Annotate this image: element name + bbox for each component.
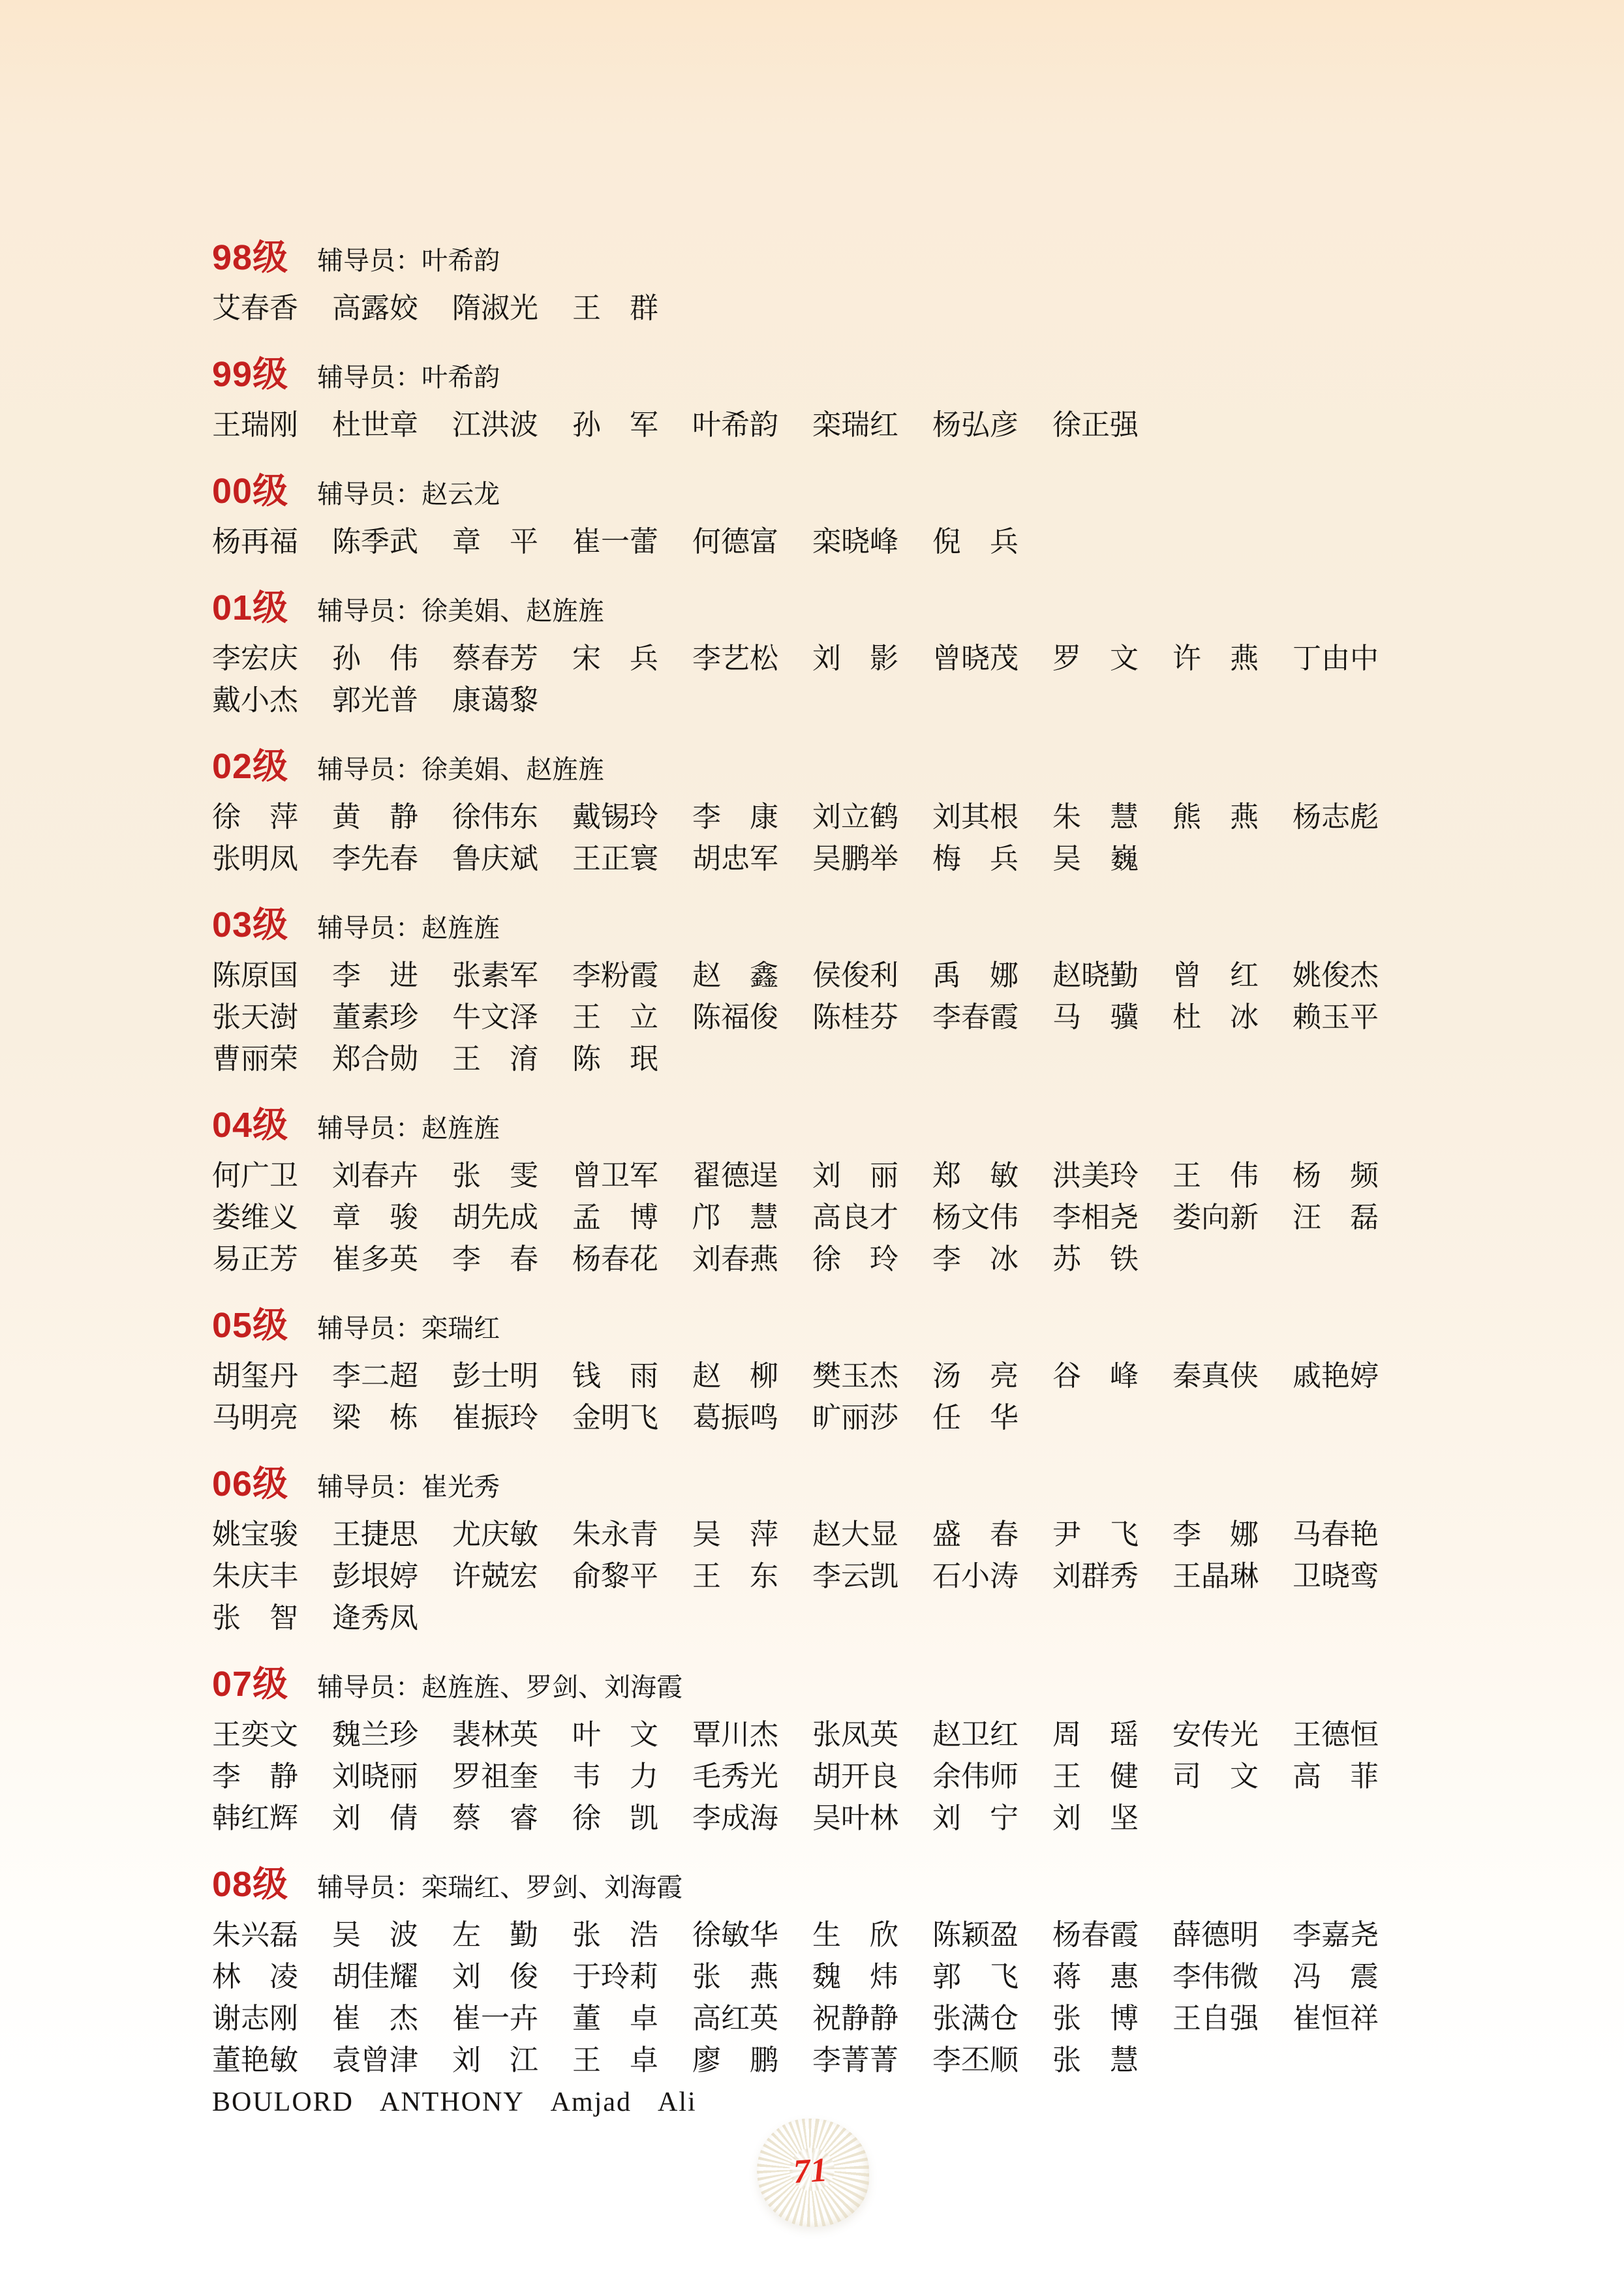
student-name: 毛秀光 <box>692 1760 778 1792</box>
student-name: 郑 敏 <box>932 1160 1019 1192</box>
student-name: 刘春卉 <box>332 1160 418 1192</box>
roster-section-04 <box>212 1104 1426 1280</box>
section-heading <box>212 1104 1426 1150</box>
student-name: 李 春 <box>452 1243 538 1275</box>
student-name: 熊 燕 <box>1172 801 1259 833</box>
student-name: 刘立鹤 <box>812 801 898 833</box>
student-name: 江洪波 <box>452 409 538 441</box>
student-name: 王 立 <box>572 1001 658 1033</box>
name-row <box>212 521 1426 563</box>
student-name: 杨春霞 <box>1052 1919 1139 1951</box>
student-name: 李宏庆 <box>212 642 298 674</box>
student-name: 栾瑞红 <box>812 409 898 441</box>
student-name: 张素军 <box>452 959 538 991</box>
student-name: Amjad <box>550 2087 632 2117</box>
roster-section-99 <box>212 353 1426 446</box>
student-name: 李菁菁 <box>812 2044 898 2076</box>
student-name: 王瑞刚 <box>212 409 298 441</box>
student-name: 徐正强 <box>1052 409 1139 441</box>
name-row <box>212 955 1426 997</box>
student-name: 徐 凯 <box>572 1802 658 1834</box>
counselor-label: 辅导员：赵旌旌、罗剑、刘海霞 <box>317 1672 683 1702</box>
student-name: 孟 博 <box>572 1201 658 1233</box>
counselor-label: 辅导员：栾瑞红 <box>317 1314 500 1343</box>
student-name: 陈季武 <box>332 526 418 558</box>
student-name: 杨春花 <box>572 1243 658 1275</box>
grade-label: 07级 <box>212 1665 289 1704</box>
student-name: 孙 军 <box>572 409 658 441</box>
name-row <box>212 1355 1426 1397</box>
student-name: 吴鹏举 <box>812 843 898 875</box>
roster-section-00 <box>212 470 1426 563</box>
student-name: 徐敏华 <box>692 1919 778 1951</box>
student-name: 彭士明 <box>452 1360 538 1392</box>
grade-label: 06级 <box>212 1464 289 1503</box>
student-name: 裴林英 <box>452 1719 538 1751</box>
student-name: 徐伟东 <box>452 801 538 833</box>
student-name: 石小涛 <box>932 1560 1019 1592</box>
student-name: 崔恒祥 <box>1293 2002 1379 2034</box>
student-name: 俞黎平 <box>572 1560 658 1592</box>
name-row <box>212 838 1426 880</box>
student-name: 倪 兵 <box>932 526 1019 558</box>
student-name: 李 康 <box>692 801 778 833</box>
student-name: 朱庆丰 <box>212 1560 298 1592</box>
student-name: 郑合勋 <box>332 1043 418 1075</box>
student-name: 张天澍 <box>212 1001 298 1033</box>
student-name: 覃川杰 <box>692 1719 778 1751</box>
name-row <box>212 1998 1426 2040</box>
student-name: 娄维义 <box>212 1201 298 1233</box>
grade-label: 05级 <box>212 1306 289 1345</box>
student-name: 康蔼黎 <box>452 684 538 716</box>
student-name: 李 进 <box>332 959 418 991</box>
roster-section-98 <box>212 236 1426 329</box>
student-name: 侯俊利 <box>812 959 898 991</box>
student-name: 李伟微 <box>1172 1961 1259 1993</box>
student-name: 朱 慧 <box>1052 801 1139 833</box>
student-name: 尹 飞 <box>1052 1518 1139 1550</box>
name-row <box>212 1514 1426 1556</box>
student-name: 王 淯 <box>452 1043 538 1075</box>
student-name: 李先春 <box>332 843 418 875</box>
student-name: 李春霞 <box>932 1001 1019 1033</box>
student-name: 姚宝骏 <box>212 1518 298 1550</box>
counselor-label: 辅导员：叶希韵 <box>317 363 500 392</box>
student-name: 胡开良 <box>812 1760 898 1792</box>
student-name: 刘 俊 <box>452 1961 538 1993</box>
name-row <box>212 796 1426 838</box>
student-name: 左 勤 <box>452 1919 538 1951</box>
name-row-latin <box>212 2081 1426 2123</box>
student-name: 曾 红 <box>1172 959 1259 991</box>
student-name: 汪 磊 <box>1293 1201 1379 1233</box>
student-name: 张 雯 <box>452 1160 538 1192</box>
section-heading <box>212 470 1426 516</box>
student-name: 蒋 惠 <box>1052 1961 1139 1993</box>
counselor-label: 辅导员：赵旌旌 <box>317 1113 500 1143</box>
student-name: 孙 伟 <box>332 642 418 674</box>
student-name: 王 东 <box>692 1560 778 1592</box>
student-name: 安传光 <box>1172 1719 1259 1751</box>
student-name: 梅 兵 <box>932 843 1019 875</box>
student-name: 金明飞 <box>572 1402 658 1434</box>
name-row <box>212 1756 1426 1798</box>
student-name: 汤 亮 <box>932 1360 1019 1392</box>
student-name: 郭 飞 <box>932 1961 1019 1993</box>
student-name: 杨弘彦 <box>932 409 1019 441</box>
student-name: 祝静静 <box>812 2002 898 2034</box>
student-name: 赖玉平 <box>1293 1001 1379 1033</box>
student-name: 李丕顺 <box>932 2044 1019 2076</box>
student-name: 魏 炜 <box>812 1961 898 1993</box>
student-name: 丁由中 <box>1293 642 1379 674</box>
student-name: 许 燕 <box>1172 642 1259 674</box>
student-name: 刘 丽 <box>812 1160 898 1192</box>
student-name: 曹丽荣 <box>212 1043 298 1075</box>
student-name: 杨 频 <box>1293 1160 1379 1192</box>
student-name: 赵 柳 <box>692 1360 778 1392</box>
student-name: 赵 鑫 <box>692 959 778 991</box>
student-name: 刘春燕 <box>692 1243 778 1275</box>
student-name: 刘 江 <box>452 2044 538 2076</box>
student-name: 隋淑光 <box>452 292 538 324</box>
student-name: 罗祖奎 <box>452 1760 538 1792</box>
student-name: 薛德明 <box>1172 1919 1259 1951</box>
student-name: 许兢宏 <box>452 1560 538 1592</box>
student-name: 周 瑶 <box>1052 1719 1139 1751</box>
student-name: 李二超 <box>332 1360 418 1392</box>
name-row <box>212 1914 1426 1956</box>
student-name: 叶 文 <box>572 1719 658 1751</box>
student-name: 赵卫红 <box>932 1719 1019 1751</box>
student-name: 曾晓茂 <box>932 642 1019 674</box>
student-name: 梁 栋 <box>332 1402 418 1434</box>
student-name: 娄向新 <box>1172 1201 1259 1233</box>
student-name: 李艺松 <box>692 642 778 674</box>
name-row <box>212 680 1426 721</box>
student-name: 王晶琳 <box>1172 1560 1259 1592</box>
student-name: Ali <box>657 2087 697 2117</box>
student-name: 旷丽莎 <box>812 1402 898 1434</box>
student-name: 胡先成 <box>452 1201 538 1233</box>
student-name: 于玲莉 <box>572 1961 658 1993</box>
student-name: 刘 倩 <box>332 1802 418 1834</box>
section-heading <box>212 1863 1426 1909</box>
student-name: 郭光普 <box>332 684 418 716</box>
student-name: 杨文伟 <box>932 1201 1019 1233</box>
student-name: 吴叶林 <box>812 1802 898 1834</box>
student-name: 陈福俊 <box>692 1001 778 1033</box>
name-row <box>212 1556 1426 1597</box>
page-number: 71 <box>791 2151 829 2192</box>
section-heading <box>212 1462 1426 1509</box>
student-name: 禹 娜 <box>932 959 1019 991</box>
name-row <box>212 1155 1426 1197</box>
student-name: 吴 萍 <box>692 1518 778 1550</box>
student-name: 李 静 <box>212 1760 298 1792</box>
roster-section-01 <box>212 586 1426 721</box>
student-name: 卫晓鸾 <box>1293 1560 1379 1592</box>
student-name: 张凤英 <box>812 1719 898 1751</box>
student-name: 葛振鸣 <box>692 1402 778 1434</box>
student-name: 杨再福 <box>212 526 298 558</box>
student-name: 尤庆敏 <box>452 1518 538 1550</box>
counselor-label: 辅导员：徐美娟、赵旌旌 <box>317 755 605 784</box>
student-name: 余伟师 <box>932 1760 1019 1792</box>
student-name: 邝 慧 <box>692 1201 778 1233</box>
student-name: 高露姣 <box>332 292 418 324</box>
student-name: 李云凯 <box>812 1560 898 1592</box>
student-name: 陈桂芬 <box>812 1001 898 1033</box>
student-name: 王正寰 <box>572 843 658 875</box>
student-name: 章 平 <box>452 526 538 558</box>
student-name: 牛文泽 <box>452 1001 538 1033</box>
student-name: 李相尧 <box>1052 1201 1139 1233</box>
roster-section-07 <box>212 1663 1426 1839</box>
student-name: 曾卫军 <box>572 1160 658 1192</box>
grade-label: 98级 <box>212 238 289 277</box>
student-name: 黄 静 <box>332 801 418 833</box>
student-name: 王自强 <box>1172 2002 1259 2034</box>
name-row <box>212 1956 1426 1998</box>
student-name: 李 冰 <box>932 1243 1019 1275</box>
grade-label: 01级 <box>212 588 289 627</box>
student-name: 司 文 <box>1172 1760 1259 1792</box>
student-name: 胡忠军 <box>692 843 778 875</box>
student-name: 罗 文 <box>1052 642 1139 674</box>
student-name: 马春艳 <box>1293 1518 1379 1550</box>
student-name: 盛 春 <box>932 1518 1019 1550</box>
student-name: 王奕文 <box>212 1719 298 1751</box>
name-row <box>212 288 1426 329</box>
student-name: 高良才 <box>812 1201 898 1233</box>
student-name: 陈原国 <box>212 959 298 991</box>
student-name: 韩红辉 <box>212 1802 298 1834</box>
grade-label: 00级 <box>212 472 289 511</box>
grade-label: 03级 <box>212 905 289 944</box>
name-row <box>212 1239 1426 1280</box>
name-row <box>212 1038 1426 1080</box>
student-name: 崔一卉 <box>452 2002 538 2034</box>
student-name: 吴 巍 <box>1052 843 1139 875</box>
grade-label: 02级 <box>212 747 289 786</box>
student-name: 朱永青 <box>572 1518 658 1550</box>
name-row <box>212 1397 1426 1439</box>
student-name: 谷 峰 <box>1052 1360 1139 1392</box>
student-name: 崔 杰 <box>332 2002 418 2034</box>
student-name: 张 慧 <box>1052 2044 1139 2076</box>
student-name: 樊玉杰 <box>812 1360 898 1392</box>
student-name: 董 卓 <box>572 2002 658 2034</box>
student-name: 蔡春芳 <box>452 642 538 674</box>
student-name: 吴 波 <box>332 1919 418 1951</box>
student-name: 马明亮 <box>212 1402 298 1434</box>
section-heading <box>212 745 1426 791</box>
student-name: 高红英 <box>692 2002 778 2034</box>
student-name: 刘 宁 <box>932 1802 1019 1834</box>
counselor-label: 辅导员：赵云龙 <box>317 479 500 509</box>
student-name: 陈颖盈 <box>932 1919 1019 1951</box>
student-name: 翟德逞 <box>692 1160 778 1192</box>
student-name: 高 菲 <box>1293 1760 1379 1792</box>
student-name: 魏兰珍 <box>332 1719 418 1751</box>
student-name: 杜世章 <box>332 409 418 441</box>
student-name: 王 群 <box>572 292 658 324</box>
student-name: 廖 鹏 <box>692 2044 778 2076</box>
class-roster <box>212 236 1426 2147</box>
student-name: 叶希韵 <box>692 409 778 441</box>
ammonite-shell-image <box>757 2119 869 2227</box>
counselor-label: 辅导员：叶希韵 <box>317 246 500 275</box>
student-name: 刘其根 <box>932 801 1019 833</box>
student-name: 栾晓峰 <box>812 526 898 558</box>
section-heading <box>212 1663 1426 1709</box>
student-name: 袁曾津 <box>332 2044 418 2076</box>
student-name: 张 智 <box>212 1602 298 1634</box>
grade-label: 08级 <box>212 1865 289 1904</box>
student-name: 张 浩 <box>572 1919 658 1951</box>
student-name: 张 燕 <box>692 1961 778 1993</box>
grade-label: 04级 <box>212 1106 289 1145</box>
student-name: 胡佳耀 <box>332 1961 418 1993</box>
student-name: 刘 坚 <box>1052 1802 1139 1834</box>
counselor-label: 辅导员：崔光秀 <box>317 1472 500 1502</box>
student-name: 秦真侠 <box>1172 1360 1259 1392</box>
name-row <box>212 2040 1426 2081</box>
student-name: 赵晓勤 <box>1052 959 1139 991</box>
student-name: 王 健 <box>1052 1760 1139 1792</box>
student-name: 马 骥 <box>1052 1001 1139 1033</box>
student-name: 冯 震 <box>1293 1961 1379 1993</box>
student-name: 钱 雨 <box>572 1360 658 1392</box>
student-name: 赵大显 <box>812 1518 898 1550</box>
name-row <box>212 1597 1426 1639</box>
student-name: 杨志彪 <box>1293 801 1379 833</box>
student-name: 张明凤 <box>212 843 298 875</box>
section-heading <box>212 586 1426 633</box>
student-name: 王 卓 <box>572 2044 658 2076</box>
student-name: 谢志刚 <box>212 2002 298 2034</box>
counselor-label: 辅导员：栾瑞红、罗剑、刘海霞 <box>317 1873 683 1902</box>
student-name: 王德恒 <box>1293 1719 1379 1751</box>
student-name: 戚艳婷 <box>1293 1360 1379 1392</box>
counselor-label: 辅导员：赵旌旌 <box>317 913 500 943</box>
student-name: 王 伟 <box>1172 1160 1259 1192</box>
name-row <box>212 404 1426 446</box>
student-name: 徐 玲 <box>812 1243 898 1275</box>
student-name: 张 博 <box>1052 2002 1139 2034</box>
student-name: ANTHONY <box>380 2087 525 2117</box>
section-heading <box>212 353 1426 399</box>
roster-section-06 <box>212 1462 1426 1639</box>
student-name: 徐 萍 <box>212 801 298 833</box>
student-name: 崔多英 <box>332 1243 418 1275</box>
name-row <box>212 638 1426 680</box>
roster-section-02 <box>212 745 1426 880</box>
student-name: 任 华 <box>932 1402 1019 1434</box>
student-name: 朱兴磊 <box>212 1919 298 1951</box>
student-name: 林 凌 <box>212 1961 298 1993</box>
student-name: 鲁庆斌 <box>452 843 538 875</box>
student-name: 崔一蕾 <box>572 526 658 558</box>
student-name: 李嘉尧 <box>1293 1919 1379 1951</box>
student-name: 张满仓 <box>932 2002 1019 2034</box>
student-name: 章 骏 <box>332 1201 418 1233</box>
student-name: 杜 冰 <box>1172 1001 1259 1033</box>
student-name: 刘 影 <box>812 642 898 674</box>
section-heading <box>212 1304 1426 1350</box>
roster-section-08 <box>212 1863 1426 2123</box>
counselor-label: 辅导员：徐美娟、赵旌旌 <box>317 596 605 626</box>
grade-label: 99级 <box>212 355 289 394</box>
student-name: 李粉霞 <box>572 959 658 991</box>
student-name: 戴小杰 <box>212 684 298 716</box>
student-name: BOULORD <box>212 2087 354 2117</box>
student-name: 崔振玲 <box>452 1402 538 1434</box>
student-name: 李成海 <box>692 1802 778 1834</box>
student-name: 苏 铁 <box>1052 1243 1139 1275</box>
student-name: 韦 力 <box>572 1760 658 1792</box>
name-row <box>212 997 1426 1038</box>
roster-section-03 <box>212 903 1426 1080</box>
student-name: 姚俊杰 <box>1293 959 1379 991</box>
student-name: 何广卫 <box>212 1160 298 1192</box>
student-name: 逄秀凤 <box>332 1602 418 1634</box>
student-name: 戴锡玲 <box>572 801 658 833</box>
student-name: 洪美玲 <box>1052 1160 1139 1192</box>
student-name: 董素珍 <box>332 1001 418 1033</box>
name-row <box>212 1714 1426 1756</box>
student-name: 胡玺丹 <box>212 1360 298 1392</box>
name-row <box>212 1197 1426 1239</box>
student-name: 王捷思 <box>332 1518 418 1550</box>
student-name: 刘群秀 <box>1052 1560 1139 1592</box>
student-name: 生 欣 <box>812 1919 898 1951</box>
roster-section-05 <box>212 1304 1426 1439</box>
student-name: 董艳敏 <box>212 2044 298 2076</box>
student-name: 宋 兵 <box>572 642 658 674</box>
student-name: 易正芳 <box>212 1243 298 1275</box>
section-heading <box>212 903 1426 950</box>
student-name: 何德富 <box>692 526 778 558</box>
student-name: 蔡 睿 <box>452 1802 538 1834</box>
student-name: 陈 珉 <box>572 1043 658 1075</box>
student-name: 刘晓丽 <box>332 1760 418 1792</box>
name-row <box>212 1798 1426 1839</box>
section-heading <box>212 236 1426 282</box>
student-name: 艾春香 <box>212 292 298 324</box>
student-name: 李 娜 <box>1172 1518 1259 1550</box>
student-name: 彭垠婷 <box>332 1560 418 1592</box>
